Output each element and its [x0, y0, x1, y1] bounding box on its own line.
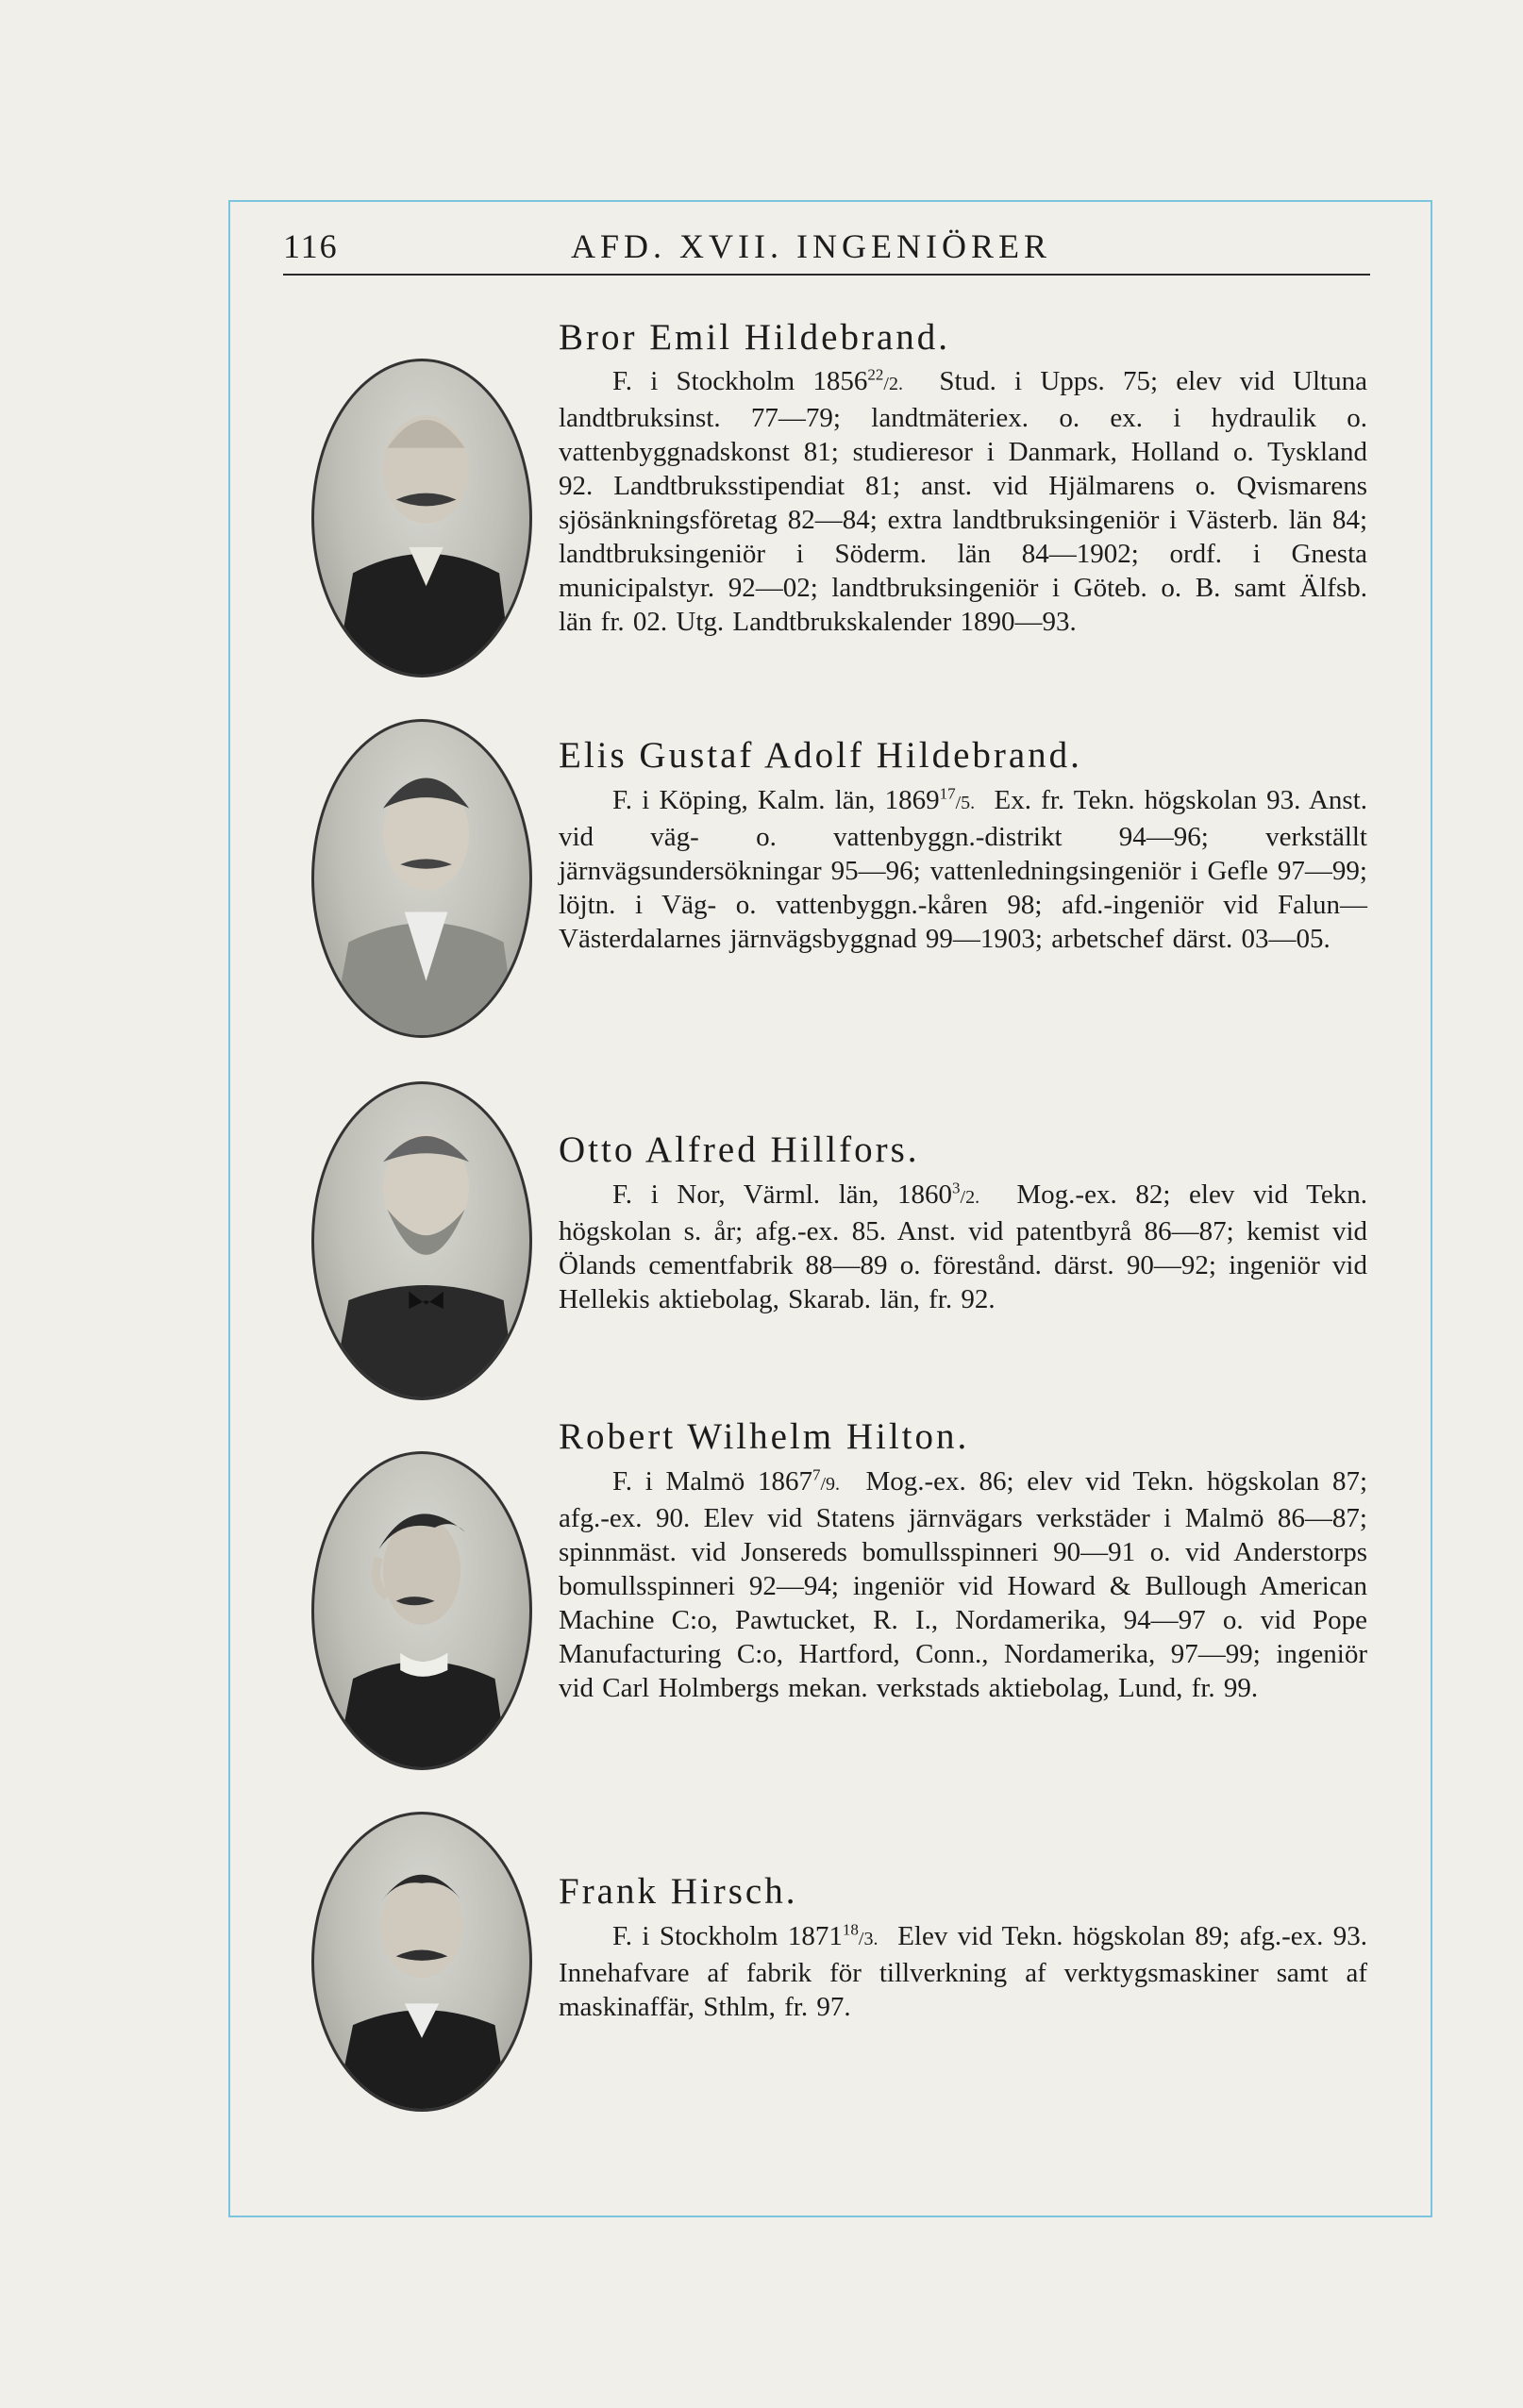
- person-name: Frank Hirsch.: [559, 1871, 798, 1912]
- birth-place-year: F. i Nor, Värml. län, 1860: [612, 1179, 953, 1210]
- person-name: Bror Emil Hildebrand.: [559, 317, 951, 358]
- portrait-photo: [311, 359, 532, 677]
- birth-day: 7: [812, 1465, 821, 1484]
- birth-month: /3.: [858, 1929, 879, 1949]
- person-name: Elis Gustaf Adolf Hildebrand.: [559, 735, 1082, 776]
- birth-month: /2.: [960, 1187, 980, 1208]
- portrait-photo: [311, 1451, 532, 1770]
- portrait-photo: [311, 1812, 532, 2112]
- page-number: 116: [283, 227, 339, 265]
- running-head-title: AFD. XVII. INGENIÖRER: [571, 227, 1051, 265]
- birth-place-year: F. i Stockholm 1871: [612, 1921, 843, 1951]
- biography-text: [559, 783, 1367, 956]
- career-text: Mog.-ex. 86; elev vid Tekn. högskolan 87; afg.-ex. 90. Elev vid Statens järnvägars verkstäder i Malmö 86—87; spinnmäst. vid Jonsereds bomullsspinneri 90—91 o. vid Anderstorps bomullsspinneri 92—94; ingeniör vid Howard & Bullough American Machine C:o, Pawtucket, R. I., Nordamerika, 94—97 o. vid Pope Manufacturing C:o, Hartford, Conn., Nordamerika, 97—99; ingeniör vid Carl Holmbergs mekan. verkstads aktiebolag, Lund, fr. 99.: [559, 1466, 1367, 1703]
- running-header: [283, 226, 1370, 276]
- birth-day: 18: [842, 1920, 859, 1939]
- biography-text: [559, 364, 1367, 639]
- birth-place-year: F. i Stockholm 1856: [612, 366, 868, 396]
- birth-day: 22: [867, 365, 884, 384]
- birth-day: 17: [939, 784, 956, 803]
- person-name: Robert Wilhelm Hilton.: [559, 1416, 970, 1457]
- biography-text: [559, 1919, 1367, 2024]
- biography-text: [559, 1178, 1367, 1316]
- birth-place-year: F. i Köping, Kalm. län, 1869: [612, 785, 940, 815]
- career-text: Mog.-ex. 82; elev vid Tekn. högskolan s. år; afg.-ex. 85. Anst. vid patentbyrå 86—87; kemist vid Ölands cementfabrik 88—89 o. förestånd. därst. 90—92; ingeniör vid Hellekis aktiebolag, Skarab. län, fr. 92.: [559, 1179, 1367, 1314]
- career-text: Ex. fr. Tekn. högskolan 93. Anst. vid väg- o. vattenbyggn.-distrikt 94—96; verkställt järnvägsundersökningar 95—96; vattenledningsingeniör i Gefle 97—99; löjtn. i Väg- o. vattenbyggn.-kåren 98; afd.-ingeniör vid Falun—Västerdalarnes järnvägsbyggnad 99—1903; arbetschef därst. 03—05.: [559, 785, 1367, 954]
- biography-text: [559, 1464, 1367, 1705]
- birth-day: 3: [952, 1179, 961, 1197]
- birth-month: /2.: [883, 374, 903, 394]
- birth-month: /9.: [820, 1474, 841, 1495]
- career-text: Stud. i Upps. 75; elev vid Ultuna landtbruksinst. 77—79; landtmäteriex. o. ex. i hydraulik o. vattenbyggnadskonst 81; studieresor i Danmark, Holland o. Tyskland 92. Landtbruksstipendiat 81; anst. vid Hjälmarens o. Qvismarens sjösänkningsföretag 82—84; extra landtbruksingeniör i Västerb. län 84; landtbruksingeniör i Söderm. län 84—1902; ordf. i Gnesta municipalstyr. 92—02; landtbruksingeniör i Göteb. o. B. samt Älfsb. län fr. 02. Utg. Landtbrukskalender 1890—93.: [559, 366, 1367, 637]
- birth-month: /5.: [955, 793, 976, 813]
- portrait-photo: [311, 1081, 532, 1400]
- person-name: Otto Alfred Hillfors.: [559, 1129, 920, 1170]
- birth-place-year: F. i Malmö 1867: [612, 1466, 812, 1497]
- portrait-photo: [311, 719, 532, 1038]
- career-text: Elev vid Tekn. högskolan 89; afg.-ex. 93. Innehafvare af fabrik för tillverkning af verktygsmaskiner samt af maskinaffär, Sthlm, fr. 97.: [559, 1921, 1368, 2022]
